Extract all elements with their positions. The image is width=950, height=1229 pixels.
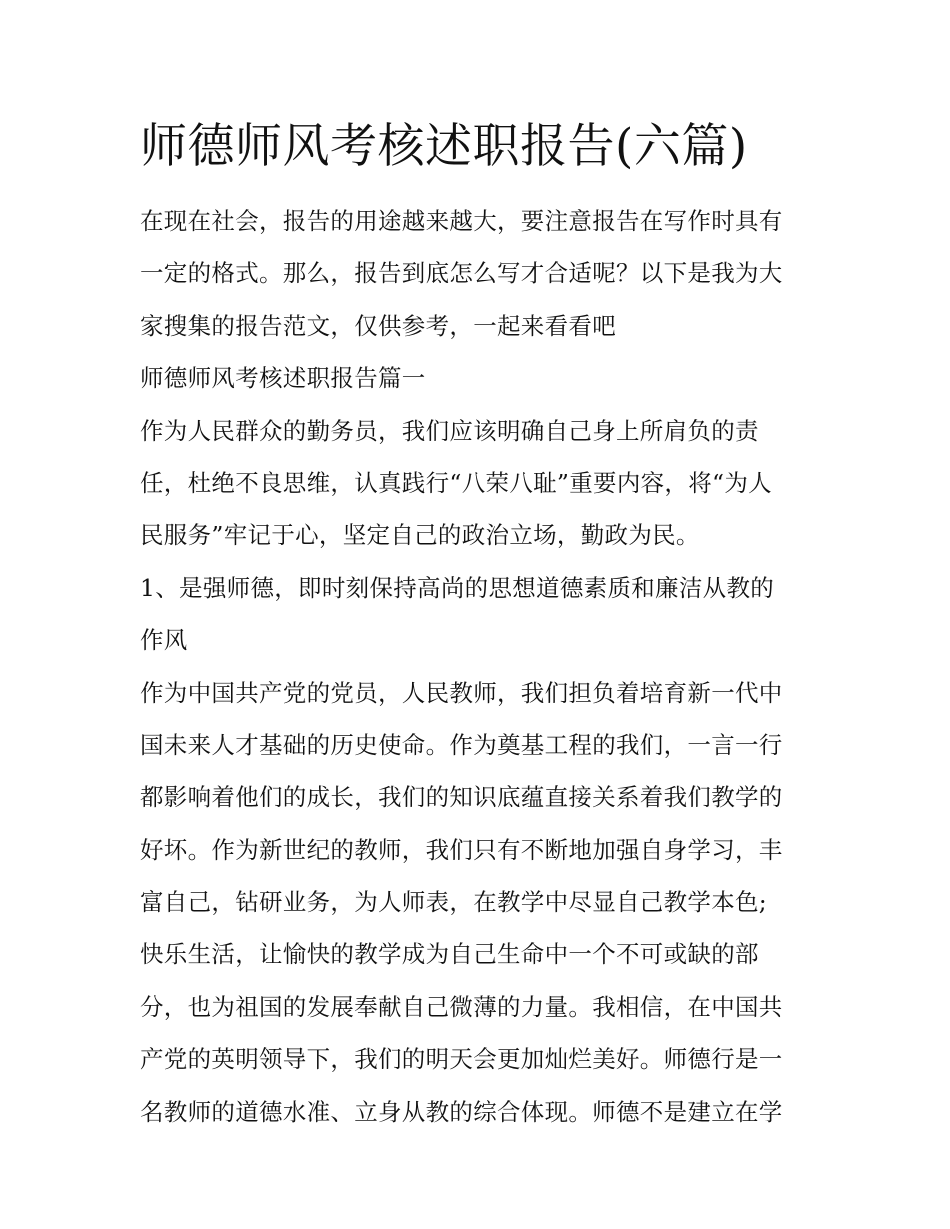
body-line: 都影响着他们的成长，我们的知识底蕴直接关系着我们教学的	[140, 783, 783, 812]
body-line: 家搜集的报告范文，仅供参考，一起来看看吧	[140, 311, 616, 340]
document-title: 师德师风考核述职报告(六篇)	[140, 119, 748, 174]
document-body	[140, 195, 820, 1138]
section-heading: 师德师风考核述职报告篇一	[140, 364, 426, 393]
body-line: 一定的格式。那么，报告到底怎么写才合适呢？以下是我为大	[140, 259, 783, 288]
body-line: 产党的英明领导下，我们的明天会更加灿烂美好。师德行是一	[140, 1045, 783, 1074]
body-line: 民服务”牢记于心，坚定自己的政治立场，勤政为民。	[140, 521, 700, 550]
numbered-point: 1、是强师德，即时刻保持高尚的思想道德素质和廉洁从教的	[140, 573, 775, 602]
body-line: 任，杜绝不良思维，认真践行“八荣八耻”重要内容，将“为人	[140, 468, 772, 497]
body-line: 富自己，钻研业务，为人师表，在教学中尽显自己教学本色;	[140, 888, 768, 917]
body-line: 作为中国共产党的党员，人民教师，我们担负着培育新一代中	[140, 678, 783, 707]
body-line: 分，也为祖国的发展奉献自己微薄的力量。我相信，在中国共	[140, 992, 783, 1021]
body-line: 国未来人才基础的历史使命。作为奠基工程的我们，一言一行	[140, 730, 783, 759]
body-line: 快乐生活，让愉快的教学成为自己生命中一个不可或缺的部	[140, 940, 759, 969]
body-line: 在现在社会，报告的用途越来越大，要注意报告在写作时具有	[140, 207, 783, 235]
body-line: 作风	[140, 626, 188, 655]
body-line: 名教师的道德水准、立身从教的综合体现。师德不是建立在学	[140, 1097, 783, 1126]
body-line: 作为人民群众的勤务员，我们应该明确自己身上所肩负的责	[140, 416, 759, 445]
body-line: 好坏。作为新世纪的教师，我们只有不断地加强自身学习，丰	[140, 835, 783, 864]
